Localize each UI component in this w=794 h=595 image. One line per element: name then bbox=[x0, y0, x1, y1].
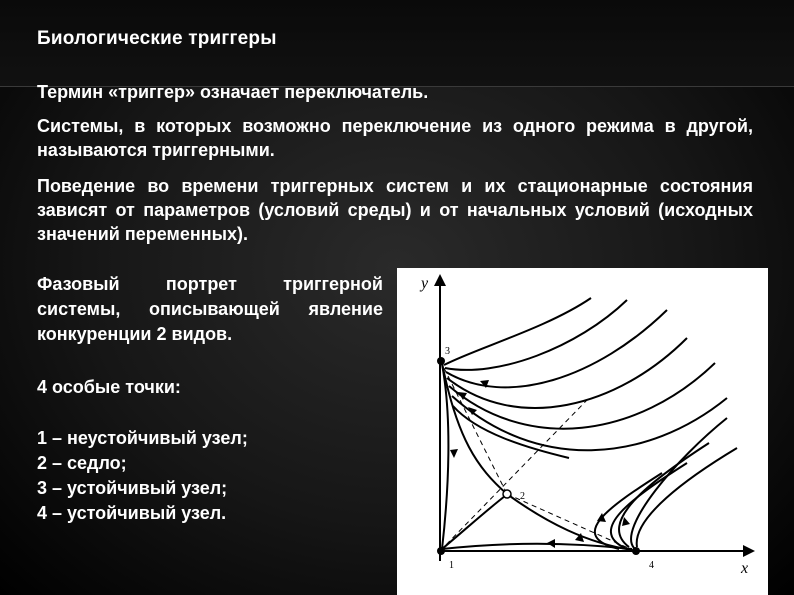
x-axis-label: x bbox=[741, 560, 749, 577]
points-heading: 4 особые точки: bbox=[37, 377, 181, 397]
trajectory-upper-5 bbox=[449, 363, 715, 429]
phase-portrait-svg bbox=[397, 268, 768, 595]
y-axis-label: y bbox=[421, 275, 429, 292]
phase-portrait bbox=[397, 268, 768, 595]
point-label-2: 2 bbox=[520, 491, 525, 502]
point-item-3: 3 – устойчивый узел; bbox=[37, 478, 228, 498]
left-column bbox=[37, 272, 383, 526]
portrait-caption: Фазовый портрет триггерной системы, описывающей явление конкуренции 2 видов. bbox=[37, 274, 383, 344]
arrow-marker-8 bbox=[547, 539, 555, 548]
trajectory-upper-6 bbox=[452, 396, 727, 450]
point-label-4: 4 bbox=[649, 560, 654, 571]
paragraph-trigger-systems: Системы, в которых возможно переключение из одного режима в другой, называются триггерными. bbox=[37, 116, 753, 160]
point-item-1: 1 – неустойчивый узел; bbox=[37, 428, 248, 448]
slide-title: Биологические триггеры bbox=[37, 28, 277, 49]
singular-point-1 bbox=[437, 547, 445, 555]
trajectory-lower-4 bbox=[611, 463, 687, 548]
trajectory-upper-1 bbox=[444, 298, 591, 365]
point-item-4: 4 – устойчивый узел. bbox=[37, 503, 227, 523]
paragraph-trigger-term: Термин «триггер» означает переключатель. bbox=[37, 82, 429, 102]
point-label-3: 3 bbox=[445, 346, 450, 357]
point-item-2: 2 – седло; bbox=[37, 453, 127, 473]
arrow-marker-7 bbox=[450, 449, 458, 458]
singular-point-4 bbox=[632, 547, 640, 555]
arrow-marker-5 bbox=[622, 517, 630, 526]
trajectory-1-to-3 bbox=[442, 364, 448, 549]
paragraph-behavior: Поведение во времени триггерных систем и их стационарные состояния зависят от параметров (условий среды) и от начальных условий (исходных значений переменных). bbox=[37, 176, 753, 244]
trajectory-upper-3 bbox=[446, 310, 667, 387]
singular-point-2 bbox=[503, 490, 511, 498]
trajectory-1-to-saddle bbox=[442, 496, 505, 549]
singular-point-3 bbox=[437, 357, 445, 365]
point-label-1: 1 bbox=[449, 560, 454, 571]
